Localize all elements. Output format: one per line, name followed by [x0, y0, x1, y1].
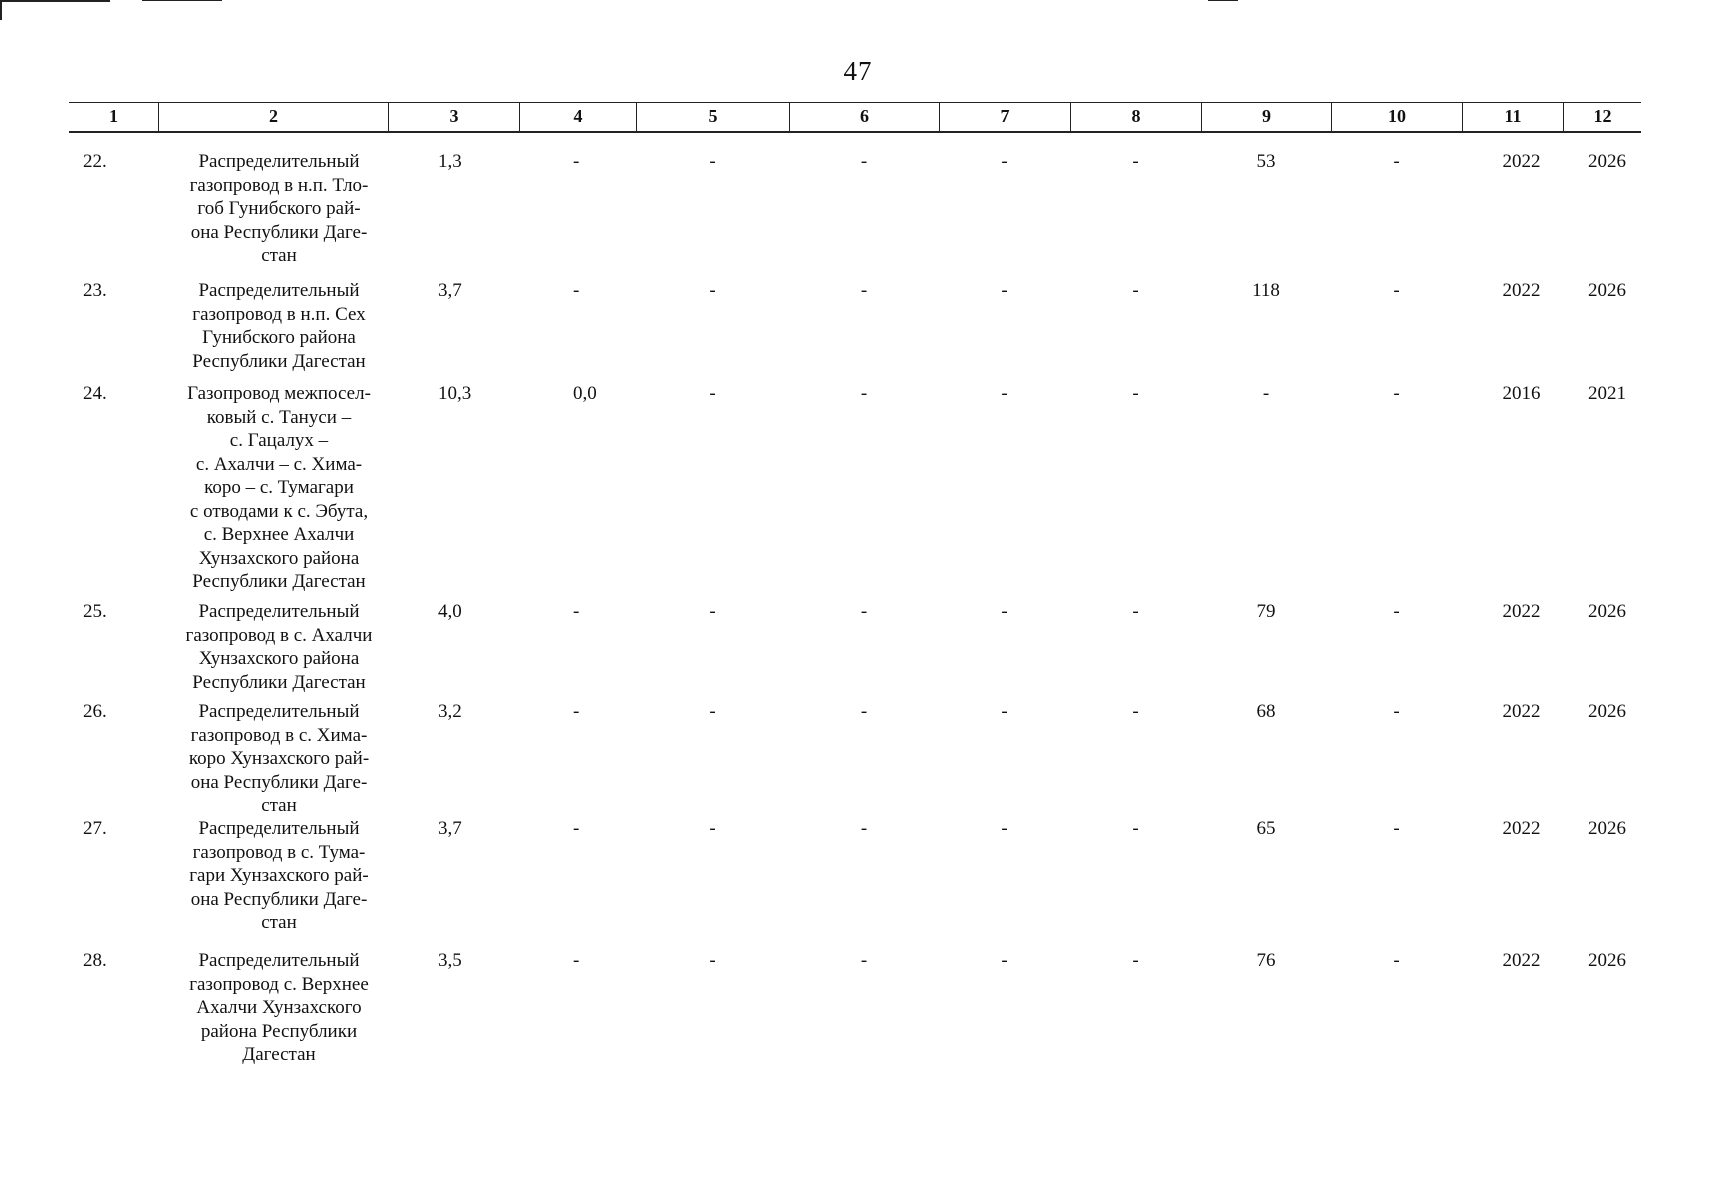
cell-col-5: - — [709, 701, 716, 722]
cell-col-10: - — [1393, 280, 1400, 301]
cell-col-5: - — [709, 280, 716, 301]
cell-col-4: - — [573, 950, 580, 971]
cell-col-4: - — [573, 818, 580, 839]
cell-col-9: 79 — [1256, 601, 1276, 622]
scan-mark-corner-vertical — [0, 0, 2, 20]
object-name: Распределительный газопровод в с. Тума- гари Хунзахского рай- она Республики Даге- стан — [189, 818, 369, 933]
cell-col-8: - — [1132, 151, 1139, 172]
cell-col-4: - — [573, 151, 580, 172]
cell-col-10: - — [1393, 701, 1400, 722]
column-header: 7 — [939, 103, 1070, 131]
cell-col-12: 2026 — [1588, 818, 1626, 839]
column-header: 5 — [636, 103, 789, 131]
cell-col-3: 10,3 — [438, 383, 472, 404]
cell-col-3: 3,7 — [438, 818, 462, 839]
cell-col-4: 0,0 — [573, 383, 597, 404]
column-header: 1 — [109, 106, 118, 126]
cell-col-8: - — [1132, 950, 1139, 971]
cell-col-6: - — [860, 151, 868, 172]
cell-col-9: - — [1262, 383, 1270, 404]
column-header: 9 — [1201, 103, 1331, 131]
cell-col-3: 3,2 — [438, 701, 462, 722]
column-header: 4 — [519, 103, 636, 131]
cell-col-7: - — [1001, 950, 1008, 971]
cell-col-7: - — [1001, 151, 1008, 172]
cell-col-5: - — [709, 818, 716, 839]
cell-col-12: 2026 — [1588, 701, 1626, 722]
cell-col-8: - — [1132, 383, 1139, 404]
cell-col-10: - — [1393, 818, 1400, 839]
cell-col-11: 2022 — [1502, 950, 1541, 971]
table-body — [69, 150, 1641, 1074]
cell-col-6: - — [860, 601, 868, 622]
cell-col-9: 53 — [1256, 151, 1276, 172]
cell-col-5: - — [709, 601, 716, 622]
cell-col-4: - — [573, 701, 580, 722]
cell-col-9: 68 — [1256, 701, 1276, 722]
object-name: Газопровод межпосел- ковый с. Тануси – с. Гацалух – с. Ахалчи – с. Хима- коро – с. Тумагари с отводами к с. Эбута, с. Верхнее Ахалчи Хунзахского района Республики Дагестан — [187, 383, 371, 592]
cell-col-7: - — [1001, 280, 1008, 301]
table-header — [69, 102, 1641, 133]
cell-col-8: - — [1132, 701, 1139, 722]
column-header: 11 — [1462, 103, 1563, 131]
cell-col-8: - — [1132, 601, 1139, 622]
row-number: 25. — [83, 601, 107, 622]
cell-col-4: - — [573, 280, 580, 301]
table-row — [69, 382, 1641, 600]
table-row — [69, 949, 1641, 1074]
column-header: 8 — [1070, 103, 1201, 131]
table-row — [69, 150, 1641, 279]
cell-col-6: - — [860, 818, 868, 839]
cell-col-5: - — [709, 950, 716, 971]
scan-mark-top-dash — [1208, 0, 1238, 1]
cell-col-11: 2022 — [1502, 601, 1541, 622]
table-row — [69, 817, 1641, 949]
cell-col-11: 2022 — [1502, 151, 1541, 172]
cell-col-12: 2026 — [1588, 950, 1626, 971]
scan-mark-top-line — [142, 0, 222, 1]
column-header: 3 — [388, 103, 519, 131]
cell-col-8: - — [1132, 280, 1139, 301]
cell-col-11: 2022 — [1502, 818, 1541, 839]
cell-col-10: - — [1393, 601, 1400, 622]
cell-col-3: 1,3 — [438, 151, 462, 172]
cell-col-12: 2021 — [1588, 383, 1626, 404]
row-number: 26. — [83, 701, 107, 722]
cell-col-8: - — [1132, 818, 1139, 839]
cell-col-12: 2026 — [1588, 151, 1626, 172]
row-number: 27. — [83, 818, 107, 839]
cell-col-6: - — [860, 383, 868, 404]
object-name: Распределительный газопровод в н.п. Сех Гунибского района Республики Дагестан — [192, 280, 366, 372]
object-name: Распределительный газопровод с. Верхнее Ахалчи Хунзахского района Республики Дагестан — [189, 950, 369, 1065]
cell-col-11: 2022 — [1502, 701, 1541, 722]
object-name: Распределительный газопровод в н.п. Тло- гоб Гунибского рай- она Республики Даге- стан — [189, 151, 369, 266]
table-row — [69, 279, 1641, 382]
cell-col-9: 65 — [1256, 818, 1276, 839]
cell-col-12: 2026 — [1588, 280, 1626, 301]
cell-col-11: 2016 — [1502, 383, 1541, 404]
cell-col-12: 2026 — [1588, 601, 1626, 622]
table-row — [69, 600, 1641, 700]
cell-col-4: - — [573, 601, 580, 622]
cell-col-9: 118 — [1252, 280, 1280, 301]
cell-col-7: - — [1001, 383, 1008, 404]
cell-col-7: - — [1001, 818, 1008, 839]
cell-col-7: - — [1001, 701, 1008, 722]
cell-col-3: 3,5 — [438, 950, 462, 971]
cell-col-11: 2022 — [1502, 280, 1541, 301]
cell-col-3: 4,0 — [438, 601, 462, 622]
column-header: 12 — [1563, 103, 1641, 131]
object-name: Распределительный газопровод в с. Ахалчи Хунзахского района Республики Дагестан — [185, 601, 373, 693]
cell-col-6: - — [860, 950, 868, 971]
cell-col-10: - — [1393, 950, 1400, 971]
column-header: 2 — [158, 103, 388, 131]
cell-col-10: - — [1393, 383, 1400, 404]
cell-col-6: - — [860, 280, 868, 301]
row-number: 22. — [83, 151, 107, 172]
row-number: 24. — [83, 383, 107, 404]
object-name: Распределительный газопровод в с. Хима- коро Хунзахского рай- она Республики Даге- стан — [188, 701, 370, 816]
row-number: 23. — [83, 280, 107, 301]
column-header: 6 — [789, 103, 939, 131]
scan-mark-corner-horizontal — [0, 0, 110, 2]
cell-col-3: 3,7 — [438, 280, 462, 301]
cell-col-5: - — [709, 383, 716, 404]
column-header: 10 — [1331, 103, 1462, 131]
row-number: 28. — [83, 950, 107, 971]
cell-col-9: 76 — [1256, 950, 1276, 971]
table-row — [69, 700, 1641, 817]
cell-col-7: - — [1001, 601, 1008, 622]
cell-col-5: - — [709, 151, 716, 172]
cell-col-10: - — [1393, 151, 1400, 172]
page-number: 47 — [843, 56, 873, 86]
cell-col-6: - — [860, 701, 868, 722]
